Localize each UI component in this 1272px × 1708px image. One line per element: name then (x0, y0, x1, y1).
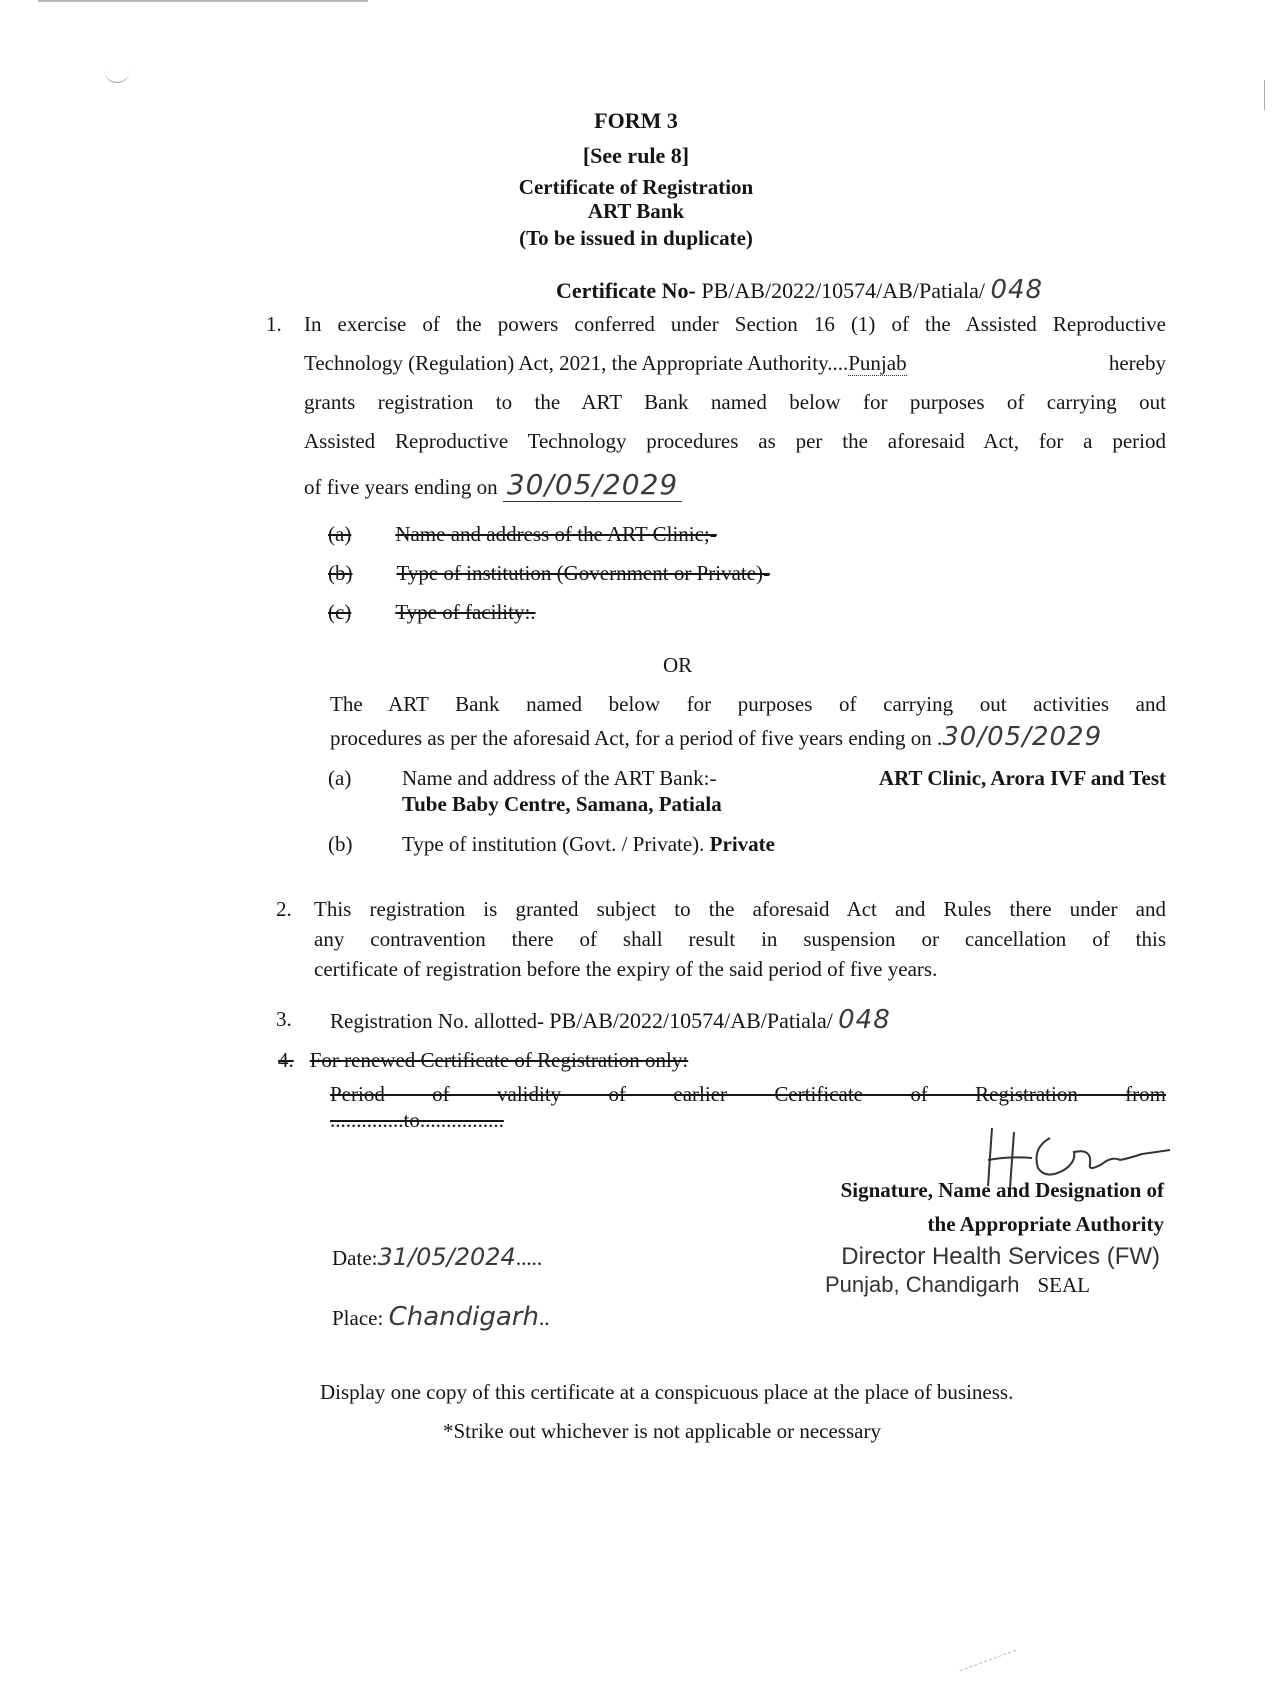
para4-line1-text: For renewed Certificate of Registration only: (309, 1048, 689, 1072)
place-line (332, 1302, 549, 1332)
seal-label: SEAL (1037, 1273, 1090, 1297)
para1-line1: In exercise of the powers conferred under Section 16 (1) of the Assisted Reproductive (304, 312, 1166, 336)
struck-item-c (328, 600, 536, 625)
certificate-number-handwritten: 048 (990, 275, 1044, 305)
para4-line1 (278, 1048, 688, 1073)
bank-item-b-label: (b) (328, 832, 353, 856)
para1-authority: Punjab (848, 351, 907, 375)
certificate-number-label: Certificate No- (556, 278, 696, 303)
para1-line5 (304, 468, 682, 501)
para2-number: 2. (276, 897, 292, 921)
bank-para-end-date: 30/05/2029 (942, 722, 1103, 752)
date-value: 31/05/2024 (377, 1243, 516, 1271)
struck-item-c-text: Type of facility:. (395, 600, 536, 624)
bank-item-a-label: (a) (328, 766, 352, 790)
bank-item-a-text: Name and address of the ART Bank:- (402, 766, 717, 790)
certificate-title: Certificate of Registration (518, 175, 754, 199)
bank-item-a-line2: Tube Baby Centre, Samana, Patiala (402, 792, 722, 816)
para3-line (330, 1005, 891, 1035)
certificate-number-line (556, 275, 1043, 305)
struck-item-a (328, 522, 717, 547)
para1-line2-end: hereby (1108, 351, 1166, 375)
certificate-subtitle: ART Bank (587, 199, 685, 223)
registration-label: Registration No. allotted- (330, 1009, 545, 1033)
para1-line5-text: of five years ending on (304, 475, 498, 499)
scan-artifact-top (38, 0, 368, 2)
place-value: Chandigarh (388, 1302, 539, 1332)
or-divider: OR (663, 653, 693, 677)
bank-para-line1: The ART Bank named below for purposes of carrying out activities and (330, 692, 1166, 716)
footer-display-note: Display one copy of this certificate at a conspicuous place at the place of business. (320, 1380, 1014, 1404)
para4-line3: ..............to................ (330, 1108, 504, 1132)
struck-item-b-text: Type of institution (Government or Private)- (396, 561, 771, 585)
bank-item-a-line1 (402, 766, 1166, 791)
struck-item-c-label: (c) (328, 600, 352, 624)
para1-line3: grants registration to the ART Bank named below for purposes of carrying out (304, 390, 1166, 414)
para1-end-date: 30/05/2029 (503, 468, 682, 502)
struck-item-a-text: Name and address of the ART Clinic;- (395, 522, 717, 546)
scan-artifact-mark (104, 68, 130, 83)
place-label: Place: (332, 1306, 384, 1330)
bank-para-line2 (330, 722, 1102, 752)
para4-line2: Period of validity of earlier Certificate of Registration from (330, 1082, 1166, 1106)
footer-strike-note: *Strike out whichever is not applicable or necessary (443, 1419, 881, 1443)
para1-line2-text: Technology (Regulation) Act, 2021, the Appropriate Authority.... (304, 351, 849, 375)
bank-item-b-line (402, 832, 775, 857)
stamp-line2-row (825, 1272, 1090, 1298)
signature-line1: Signature, Name and Designation of (840, 1178, 1164, 1202)
para1-line4: Assisted Reproductive Technology procedures as per the aforesaid Act, for a period (304, 429, 1166, 453)
registration-value: PB/AB/2022/10574/AB/Patiala/ (549, 1008, 833, 1033)
struck-item-a-label: (a) (328, 522, 352, 546)
registration-handwritten: 048 (838, 1005, 891, 1035)
bank-item-b-value: Private (709, 832, 775, 856)
rule-reference: [See rule 8] (582, 143, 690, 168)
para4-number: 4. (278, 1048, 294, 1072)
bank-item-a-name: ART Clinic, Arora IVF and Test (878, 766, 1166, 790)
form-title: FORM 3 (594, 108, 678, 133)
signature-line2: the Appropriate Authority (927, 1212, 1164, 1236)
issue-note: (To be issued in duplicate) (519, 226, 753, 250)
scan-artifact-edge (1264, 80, 1265, 110)
stamp-line2: Punjab, Chandigarh (825, 1272, 1020, 1297)
bank-para-line2-text: procedures as per the aforesaid Act, for a period of five years ending on . (330, 726, 943, 750)
para2-line3: certificate of registration before the expiry of the said period of five years. (314, 957, 938, 981)
para1-number: 1. (266, 312, 282, 336)
struck-item-b (328, 561, 770, 586)
certificate-number-value: PB/AB/2022/10574/AB/Patiala/ (701, 278, 985, 303)
date-dots: ..... (515, 1246, 543, 1270)
para1-line2 (304, 351, 1166, 376)
stamp-line1: Director Health Services (FW) (841, 1243, 1160, 1270)
date-label: Date: (332, 1246, 378, 1270)
bank-item-b-text: Type of institution (Govt. / Private). (402, 832, 705, 856)
place-dots: .. (538, 1306, 550, 1330)
para2-line2: any contravention there of shall result in suspension or cancellation of this (314, 927, 1166, 951)
para3-number: 3. (276, 1007, 292, 1031)
struck-item-b-label: (b) (328, 561, 353, 585)
para2-line1: This registration is granted subject to the aforesaid Act and Rules there under and (314, 897, 1166, 921)
scan-artifact-bottom (959, 1650, 1016, 1672)
date-line (332, 1243, 542, 1271)
